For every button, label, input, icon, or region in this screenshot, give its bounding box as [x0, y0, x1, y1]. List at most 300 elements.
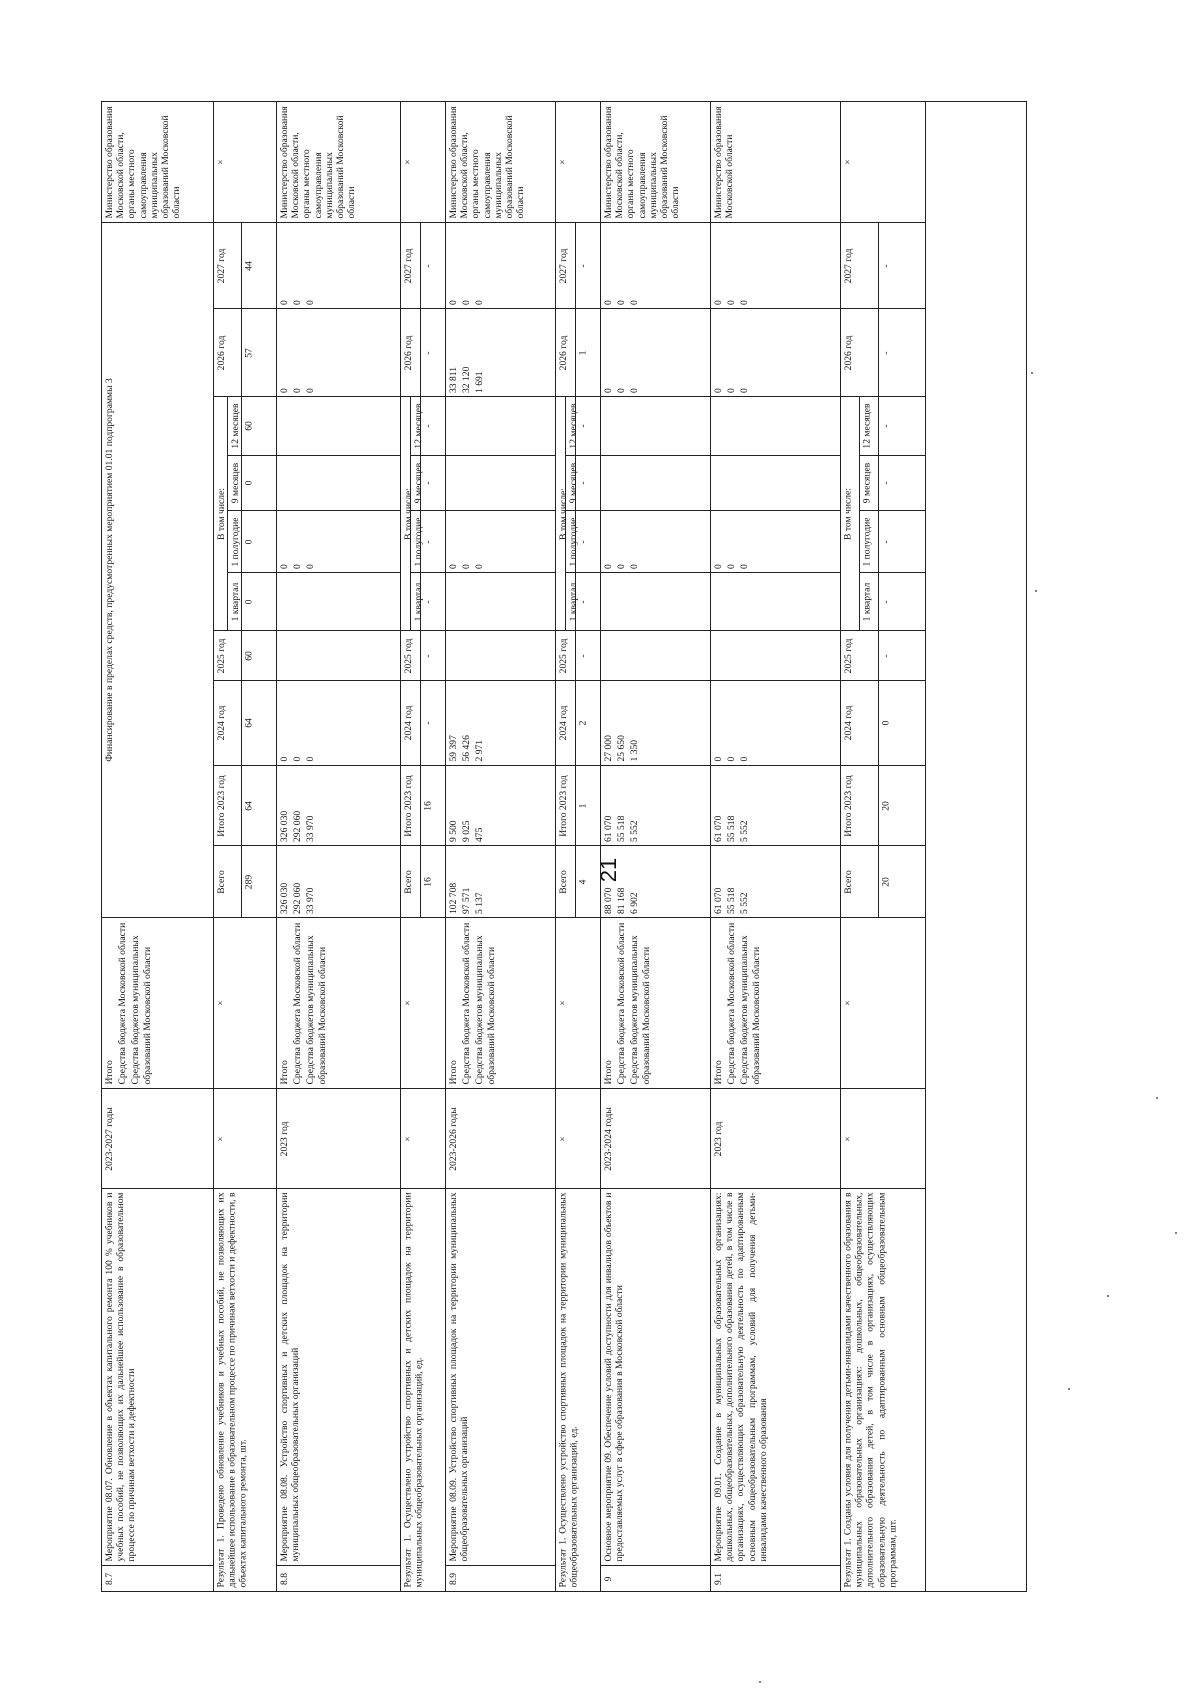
result-sub-hdr-m12-text: 12 месяцев — [412, 403, 424, 449]
fin-total-line: 88 070 — [602, 887, 614, 914]
fin-t2023-line: 9 500 — [447, 819, 459, 842]
executor-cell-text: Министерство образования Московской области — [712, 106, 735, 219]
result-val-t2023 — [241, 765, 277, 846]
result-title — [555, 1188, 601, 1592]
result-val-y2024-text: 2 — [577, 720, 589, 726]
measure-title-text: Основное мероприятие 09. Обеспечение условий доступности для инвалидов объектов и предоставляемых услуг в сфере образования в Московской области — [602, 1192, 625, 1562]
scan-speck — [1031, 372, 1033, 374]
result-val-total — [878, 845, 926, 918]
result-sub-hdr-q1-text: 1 квартал — [861, 582, 873, 621]
result-sub-val-q1-text: - — [577, 599, 589, 604]
executor-cell-text: Министерство образования Московской области, органы местного самоуправления муниципальных образований Московской области — [103, 106, 182, 219]
result-val-y2027 — [241, 222, 277, 309]
result-hdr-y2027-text: 2027 год — [402, 248, 414, 283]
result-hdr-y2024-text: 2024 год — [557, 705, 569, 741]
fin-t2023 — [600, 765, 711, 846]
fin-h1-line: 0 — [473, 563, 485, 569]
result-val-total-text: 16 — [422, 876, 434, 887]
years-cell-text: 2023 год — [278, 1121, 290, 1156]
result-sub-val-h1-text: - — [880, 539, 892, 544]
result-sub-hdr-m9-text: 9 месяцев — [412, 462, 424, 504]
fin-y2026-line: 33 811 — [447, 366, 459, 393]
result-sub-val-h1 — [878, 510, 926, 573]
fin-total-line: 5 137 — [473, 891, 485, 914]
result-hdr-y2027 — [400, 222, 421, 309]
result-hdr-y2025-text: 2025 год — [402, 638, 414, 673]
result-sub-val-m12 — [575, 396, 601, 456]
result-hdr-y2027-text: 2027 год — [842, 248, 854, 283]
result-title-text: Результат 1. Осуществлено устройство спортивных площадок на территории муниципальных общеобразовательных организаций, ед. — [557, 1192, 580, 1588]
scan-speck — [759, 1681, 761, 1683]
result-sub-val-h1 — [420, 510, 446, 573]
result-sub-hdr-m12-text: 12 месяцев — [861, 403, 873, 449]
sources-cell — [710, 917, 841, 1089]
result-sub-val-m12-text: - — [422, 424, 434, 428]
fin-y2024-line: 0 — [738, 756, 750, 762]
result-val-y2026-text: 57 — [243, 347, 255, 358]
fin-m9 — [445, 455, 556, 511]
result-sub-val-m12-text: - — [880, 424, 892, 428]
result-val-y2024-text: 0 — [880, 720, 892, 726]
fin-total — [710, 845, 841, 918]
fin-y2027-line: 0 — [460, 299, 472, 305]
result-hdr-y2024-text: 2024 год — [842, 705, 854, 741]
result-val-total-text: 4 — [577, 879, 589, 884]
result-hdr-y2024 — [400, 680, 421, 766]
result-hdr-t2023 — [213, 765, 242, 846]
result-sub-val-m12 — [241, 396, 277, 456]
result-hdr-y2025-text: 2025 год — [215, 638, 227, 673]
fin-y2024-text — [602, 682, 710, 765]
result-sources — [400, 917, 446, 1089]
result-val-y2024 — [878, 680, 926, 766]
fin-y2026-line: 0 — [304, 387, 316, 393]
executor-cell — [276, 101, 401, 223]
fin-y2024-line: 0 — [725, 756, 737, 762]
result-hdr-y2027 — [840, 222, 879, 309]
result-sub-hdr-h1-text: 1 полугодие — [861, 516, 873, 567]
fin-y2027-line: 0 — [615, 299, 627, 305]
result-years — [400, 1088, 446, 1189]
sources-cell-line: Итого — [278, 1060, 290, 1085]
result-hdr-y2025 — [840, 630, 879, 681]
result-exec-text: × — [402, 159, 414, 165]
result-hdr-total-text: Всего — [842, 869, 854, 894]
row-number — [445, 1565, 556, 1592]
result-hdr-y2024 — [840, 680, 879, 766]
sources-cell-text — [712, 919, 840, 1088]
executor-cell-text: Министерство образования Московской области, органы местного самоуправления муниципальных образований Московской области — [602, 106, 681, 219]
result-hdr-total — [555, 845, 576, 918]
result-sub-hdr-q1-text: 1 квартал — [229, 582, 241, 621]
result-hdr-y2026 — [555, 308, 576, 397]
result-sub-val-m9 — [575, 455, 601, 511]
result-sub-val-m12 — [878, 396, 926, 456]
fin-y2024-line: 27 000 — [602, 735, 614, 762]
fin-y2026-line: 0 — [602, 387, 614, 393]
result-years — [840, 1088, 926, 1189]
result-sub-hdr-h1-text: 1 полугодие — [567, 516, 579, 567]
fin-y2026-line: 0 — [278, 387, 290, 393]
result-title — [840, 1188, 926, 1592]
result-hdr-y2026 — [213, 308, 242, 397]
sources-cell-line: Средства бюджета Московской области — [615, 922, 627, 1085]
result-sub-hdr-q1 — [227, 572, 242, 631]
fin-total-line: 5 552 — [738, 891, 750, 914]
fin-t2023-line: 61 070 — [712, 815, 724, 842]
result-sub-val-m9 — [878, 455, 926, 511]
result-years-text: × — [557, 1135, 569, 1142]
fin-t2023 — [710, 765, 841, 846]
fin-y2024-line: 59 397 — [447, 735, 459, 762]
fin-total-line: 61 070 — [712, 887, 724, 914]
result-hdr-y2027 — [213, 222, 242, 309]
result-sources — [213, 917, 277, 1089]
result-val-total-text: 289 — [243, 874, 255, 889]
result-val-y2026-text: 1 — [577, 350, 589, 355]
result-hdr-total — [213, 845, 242, 918]
result-hdr-y2026-text: 2026 год — [842, 335, 854, 370]
fin-y2024-line: 0 — [712, 756, 724, 762]
measure-title — [276, 1188, 401, 1566]
result-val-y2026 — [420, 308, 446, 397]
fin-t2023-line: 61 070 — [602, 815, 614, 842]
fin-t2023-text — [278, 767, 400, 845]
fin-y2024-line: 0 — [278, 756, 290, 762]
result-title-text: Результат 1. Созданы условия для получения детьми-инвалидами качественного образования в муниципальных образовательных организациях: дошкольных, общеобразовательных, дополнительного образования детей, в том числе в организациях, осуществляющих образовательную деятельность по адаптированным основным общеобразовательным программам, шт. — [842, 1192, 899, 1588]
fin-total — [276, 845, 401, 918]
fin-h1 — [445, 510, 556, 573]
scan-speck — [1035, 590, 1037, 592]
result-val-y2026-text: - — [880, 350, 892, 355]
measure-title — [710, 1188, 841, 1566]
fin-y2024-line: 1 350 — [628, 739, 640, 762]
result-val-t2023 — [420, 765, 446, 846]
result-hdr-y2024-text: 2024 год — [215, 705, 227, 741]
result-val-y2027-text: - — [422, 263, 434, 268]
result-including-text: В том числе: — [842, 487, 854, 540]
result-sub-hdr-m9-text: 9 месяцев — [229, 462, 241, 504]
fin-y2027-line: 0 — [712, 299, 724, 305]
measure-title-text: Мероприятие 09.01. Создание в муниципальных образовательных организациях: дошкольных, общеобразовательных, дополнительного образования детей, в том числе в организациях, осуществляющих образовательную деятельность по адаптированным основным общеобразовательным программам, условий для получения детьми-инвалидами качественного образования — [712, 1192, 769, 1562]
result-sub-val-m9 — [241, 455, 277, 511]
result-val-y2025 — [420, 630, 446, 681]
fin-total — [445, 845, 556, 918]
result-hdr-y2026-text: 2026 год — [402, 335, 414, 370]
fin-y2026-text — [602, 310, 710, 396]
executor-cell — [600, 101, 711, 223]
result-title-text: Результат 1. Осуществлено устройство спортивных и детских площадок на территории муниципальных общеобразовательных организаций, ед. — [402, 1192, 425, 1588]
fin-y2026-line: 0 — [291, 387, 303, 393]
result-hdr-y2025 — [213, 630, 242, 681]
result-exec — [840, 101, 926, 223]
result-hdr-t2023-text: Итого 2023 год — [842, 774, 854, 837]
fin-h1-text — [278, 512, 400, 572]
row-number-text: 9.1 — [712, 1572, 724, 1585]
result-hdr-y2027-text: 2027 год — [557, 248, 569, 283]
fin-h1-line: 0 — [278, 563, 290, 569]
fin-y2026-line: 0 — [738, 387, 750, 393]
fin-t2023 — [276, 765, 401, 846]
result-including-text: В том числе: — [557, 487, 569, 540]
result-sub-hdr-h1 — [227, 510, 242, 573]
result-val-y2025-text: - — [422, 653, 434, 658]
fin-y2025 — [276, 630, 401, 681]
fin-y2027-text — [278, 224, 400, 308]
page-number: 21 — [596, 857, 621, 883]
fin-t2023-line: 326 030 — [278, 810, 290, 842]
result-hdr-t2023 — [840, 765, 879, 846]
result-val-y2024-text: 64 — [243, 718, 255, 728]
result-hdr-y2024 — [213, 680, 242, 766]
row-number — [276, 1565, 401, 1592]
row-number — [600, 1565, 711, 1592]
result-years — [213, 1088, 277, 1189]
result-sources-text: × — [215, 1000, 227, 1006]
fin-y2027-text — [712, 224, 840, 308]
fin-h1-text — [602, 512, 710, 572]
result-val-y2026 — [241, 308, 277, 397]
result-including — [213, 396, 228, 631]
fin-total-text — [447, 847, 555, 917]
measure-title-text: Мероприятие 08.07. Обновление в объектах капитального ремонта 100 % учебников и учебных пособий, не позволяющих их дальнейшее использование в образовательном процессе по причинам ветхости и дефектности — [103, 1192, 137, 1562]
sources-cell-line: Средства бюджетов муниципальных образований Московской области — [304, 935, 328, 1085]
fin-y2027-text — [447, 224, 555, 308]
result-hdr-total — [840, 845, 879, 918]
result-hdr-t2023-text: Итого 2023 год — [215, 774, 227, 837]
fin-y2024-line: 2 971 — [473, 739, 485, 762]
fin-y2027 — [445, 222, 556, 309]
executor-cell — [101, 101, 214, 223]
result-exec-text: × — [215, 159, 227, 165]
result-val-y2027-text: - — [880, 263, 892, 268]
fin-y2024-text — [447, 682, 555, 765]
result-val-t2023-text: 1 — [577, 803, 589, 808]
sources-cell-text — [602, 919, 710, 1088]
result-hdr-y2026-text: 2026 год — [215, 335, 227, 370]
fin-h1-line: 0 — [304, 563, 316, 569]
result-sub-val-m9-text: 0 — [243, 480, 255, 486]
result-sub-val-h1-text: 0 — [243, 539, 255, 544]
result-val-y2026 — [878, 308, 926, 397]
result-years-text: × — [402, 1135, 414, 1142]
result-hdr-y2027 — [555, 222, 576, 309]
result-hdr-total-text: Всего — [215, 869, 227, 894]
result-exec — [213, 101, 277, 223]
result-sub-val-q1 — [241, 572, 277, 631]
fin-q1 — [276, 572, 401, 631]
fin-y2027-line: 0 — [628, 299, 640, 305]
result-hdr-y2027-text: 2027 год — [215, 248, 227, 283]
result-sub-val-q1-text: 0 — [243, 599, 255, 604]
fin-q1 — [445, 572, 556, 631]
result-sources-text: × — [842, 1000, 854, 1006]
fin-m9 — [276, 455, 401, 511]
result-sub-val-m9 — [420, 455, 446, 511]
fin-y2027-text — [602, 224, 710, 308]
fin-t2023-text — [712, 767, 840, 845]
fin-h1-line: 0 — [602, 563, 614, 569]
fin-total-line: 97 571 — [460, 887, 472, 914]
fin-total-line: 81 168 — [615, 887, 627, 914]
fin-y2027-line: 0 — [602, 299, 614, 305]
executor-cell-text: Министерство образования Московской области, органы местного самоуправления муниципальных образований Московской области — [278, 106, 357, 219]
fin-y2024 — [445, 680, 556, 766]
result-sub-val-m12-text: - — [577, 424, 589, 428]
result-sub-val-q1-text: - — [422, 599, 434, 604]
fin-total-line: 55 518 — [725, 887, 737, 914]
fin-y2024-line: 0 — [304, 756, 316, 762]
result-val-y2024-text: - — [422, 721, 434, 725]
result-sub-hdr-m9 — [227, 455, 242, 511]
fin-y2026-text — [712, 310, 840, 396]
executor-cell-text: Министерство образования Московской области, органы местного самоуправления муниципальных образований Московской области — [447, 106, 526, 219]
fin-h1-line: 0 — [460, 563, 472, 569]
sources-cell — [276, 917, 401, 1089]
fin-total-text — [602, 847, 710, 917]
fin-y2026-line: 1 691 — [473, 370, 485, 393]
fin-y2026 — [445, 308, 556, 397]
fin-y2025 — [600, 630, 711, 681]
result-sources — [555, 917, 601, 1089]
fin-h1 — [600, 510, 711, 573]
fin-y2026 — [600, 308, 711, 397]
fin-h1-line: 0 — [725, 563, 737, 569]
fin-y2026-line: 0 — [725, 387, 737, 393]
result-sub-hdr-h1 — [859, 510, 879, 573]
fin-total-line: 102 708 — [447, 882, 459, 914]
fin-y2027-line: 0 — [473, 299, 485, 305]
sources-cell — [600, 917, 711, 1089]
fin-y2024-text — [712, 682, 840, 765]
result-hdr-y2026 — [840, 308, 879, 397]
result-hdr-total-text: Всего — [402, 869, 414, 894]
result-sub-hdr-m12-text: 12 месяцев — [567, 403, 579, 449]
measure-title — [445, 1188, 556, 1566]
result-val-t2023-text: 16 — [422, 800, 434, 811]
result-including — [840, 396, 860, 631]
result-sub-hdr-h1-text: 1 полугодие — [229, 516, 241, 567]
fin-t2023-line: 475 — [473, 827, 485, 842]
fin-h1-text — [447, 512, 555, 572]
row-number-text: 9 — [602, 1576, 614, 1581]
fin-y2024 — [710, 680, 841, 766]
result-sub-val-m12 — [420, 396, 446, 456]
sources-cell-line: Средства бюджетов муниципальных образований Московской области — [473, 935, 497, 1085]
fin-m12 — [276, 396, 401, 456]
result-val-y2026-text: - — [422, 350, 434, 355]
fin-total-line: 6 902 — [628, 891, 640, 914]
result-hdr-y2024-text: 2024 год — [402, 705, 414, 741]
sources-cell-line: Итого — [447, 1060, 459, 1085]
fin-y2027-line: 0 — [291, 299, 303, 305]
years-cell-text: 2023-2026 годы — [447, 1106, 459, 1171]
result-val-t2023 — [878, 765, 926, 846]
sources-cell-line: Итого — [103, 1060, 115, 1085]
fin-total-line: 292 060 — [291, 882, 303, 914]
result-sub-val-q1 — [575, 572, 601, 631]
sources-cell-line: Итого — [712, 1060, 724, 1085]
fin-t2023-line: 5 552 — [738, 819, 750, 842]
fin-y2026-text — [447, 310, 555, 396]
result-sub-hdr-h1-text: 1 полугодие — [412, 516, 424, 567]
measure-title — [600, 1188, 711, 1566]
fin-m12 — [710, 396, 841, 456]
row-number-text: 8.9 — [447, 1572, 459, 1585]
fin-h1-text — [712, 512, 840, 572]
fin-h1-line: 0 — [615, 563, 627, 569]
result-hdr-y2025-text: 2025 год — [557, 638, 569, 673]
sources-cell-text — [278, 919, 400, 1088]
result-val-y2025 — [575, 630, 601, 681]
result-sub-val-m12-text: 60 — [243, 421, 255, 431]
fin-y2026-line: 0 — [615, 387, 627, 393]
result-exec-text: × — [557, 159, 569, 165]
result-val-total — [420, 845, 446, 918]
result-sub-val-m9-text: - — [880, 481, 892, 485]
fin-t2023-line: 292 060 — [291, 810, 303, 842]
result-val-total — [575, 845, 601, 918]
result-val-y2027-text: - — [577, 263, 589, 268]
result-val-y2026 — [575, 308, 601, 397]
result-hdr-y2026 — [400, 308, 421, 397]
result-sources — [840, 917, 926, 1089]
result-sub-hdr-q1 — [859, 572, 879, 631]
result-title — [213, 1188, 277, 1592]
result-hdr-total-text: Всего — [557, 869, 569, 894]
fin-y2026-line: 0 — [628, 387, 640, 393]
fin-total-text — [712, 847, 840, 917]
scan-speck — [1156, 1097, 1158, 1099]
funding-header-text: Финансирование в пределах средств, предусмотренных мероприятием 01.01 подпрограммы 3 — [103, 378, 115, 762]
result-sub-val-h1-text: - — [422, 539, 434, 544]
result-sub-hdr-m9-text: 9 месяцев — [861, 462, 873, 504]
result-val-y2027 — [878, 222, 926, 309]
row-number — [101, 1565, 214, 1592]
fin-y2027-line: 0 — [725, 299, 737, 305]
measure-title-text: Мероприятие 08.08. Устройство спортивных и детских площадок на территории муниципальных общеобразовательных организаций — [278, 1192, 301, 1562]
fin-y2026-text — [278, 310, 400, 396]
result-sources-text: × — [557, 1000, 569, 1006]
fin-h1-line: 0 — [291, 563, 303, 569]
sources-cell-line: Средства бюджета Московской области — [291, 922, 303, 1085]
result-exec — [400, 101, 446, 223]
fin-y2026 — [710, 308, 841, 397]
result-title-text: Результат 1. Проведено обновление учебников и учебных пособий, не позволяющих их дальнейшее использование в образовательном процессе по причинам ветхости и дефектности, в объектах капитального ремонта, шт. — [215, 1192, 249, 1588]
sources-cell-line: Средства бюджетов муниципальных образований Московской области — [129, 935, 153, 1085]
fin-y2024-line: 56 426 — [460, 735, 472, 762]
sources-cell-line: Средства бюджета Московской области — [116, 922, 128, 1085]
table-tail — [925, 101, 1027, 1592]
result-hdr-y2025-text: 2025 год — [842, 638, 854, 673]
result-sub-val-m9-text: - — [422, 481, 434, 485]
fin-total-text — [278, 847, 400, 917]
fin-y2025 — [445, 630, 556, 681]
result-sub-hdr-m12 — [859, 396, 879, 456]
result-hdr-t2023 — [400, 765, 421, 846]
fin-y2026 — [276, 308, 401, 397]
fin-h1-line: 0 — [447, 563, 459, 569]
result-title — [400, 1188, 446, 1592]
fin-y2027-line: 0 — [278, 299, 290, 305]
fin-t2023-line: 55 518 — [615, 815, 627, 842]
sources-cell-text — [103, 919, 213, 1088]
result-val-total-text: 20 — [880, 876, 892, 887]
result-years-text: × — [215, 1135, 227, 1142]
row-number — [710, 1565, 841, 1592]
result-hdr-t2023-text: Итого 2023 год — [402, 774, 414, 837]
fin-total-line: 326 030 — [278, 882, 290, 914]
